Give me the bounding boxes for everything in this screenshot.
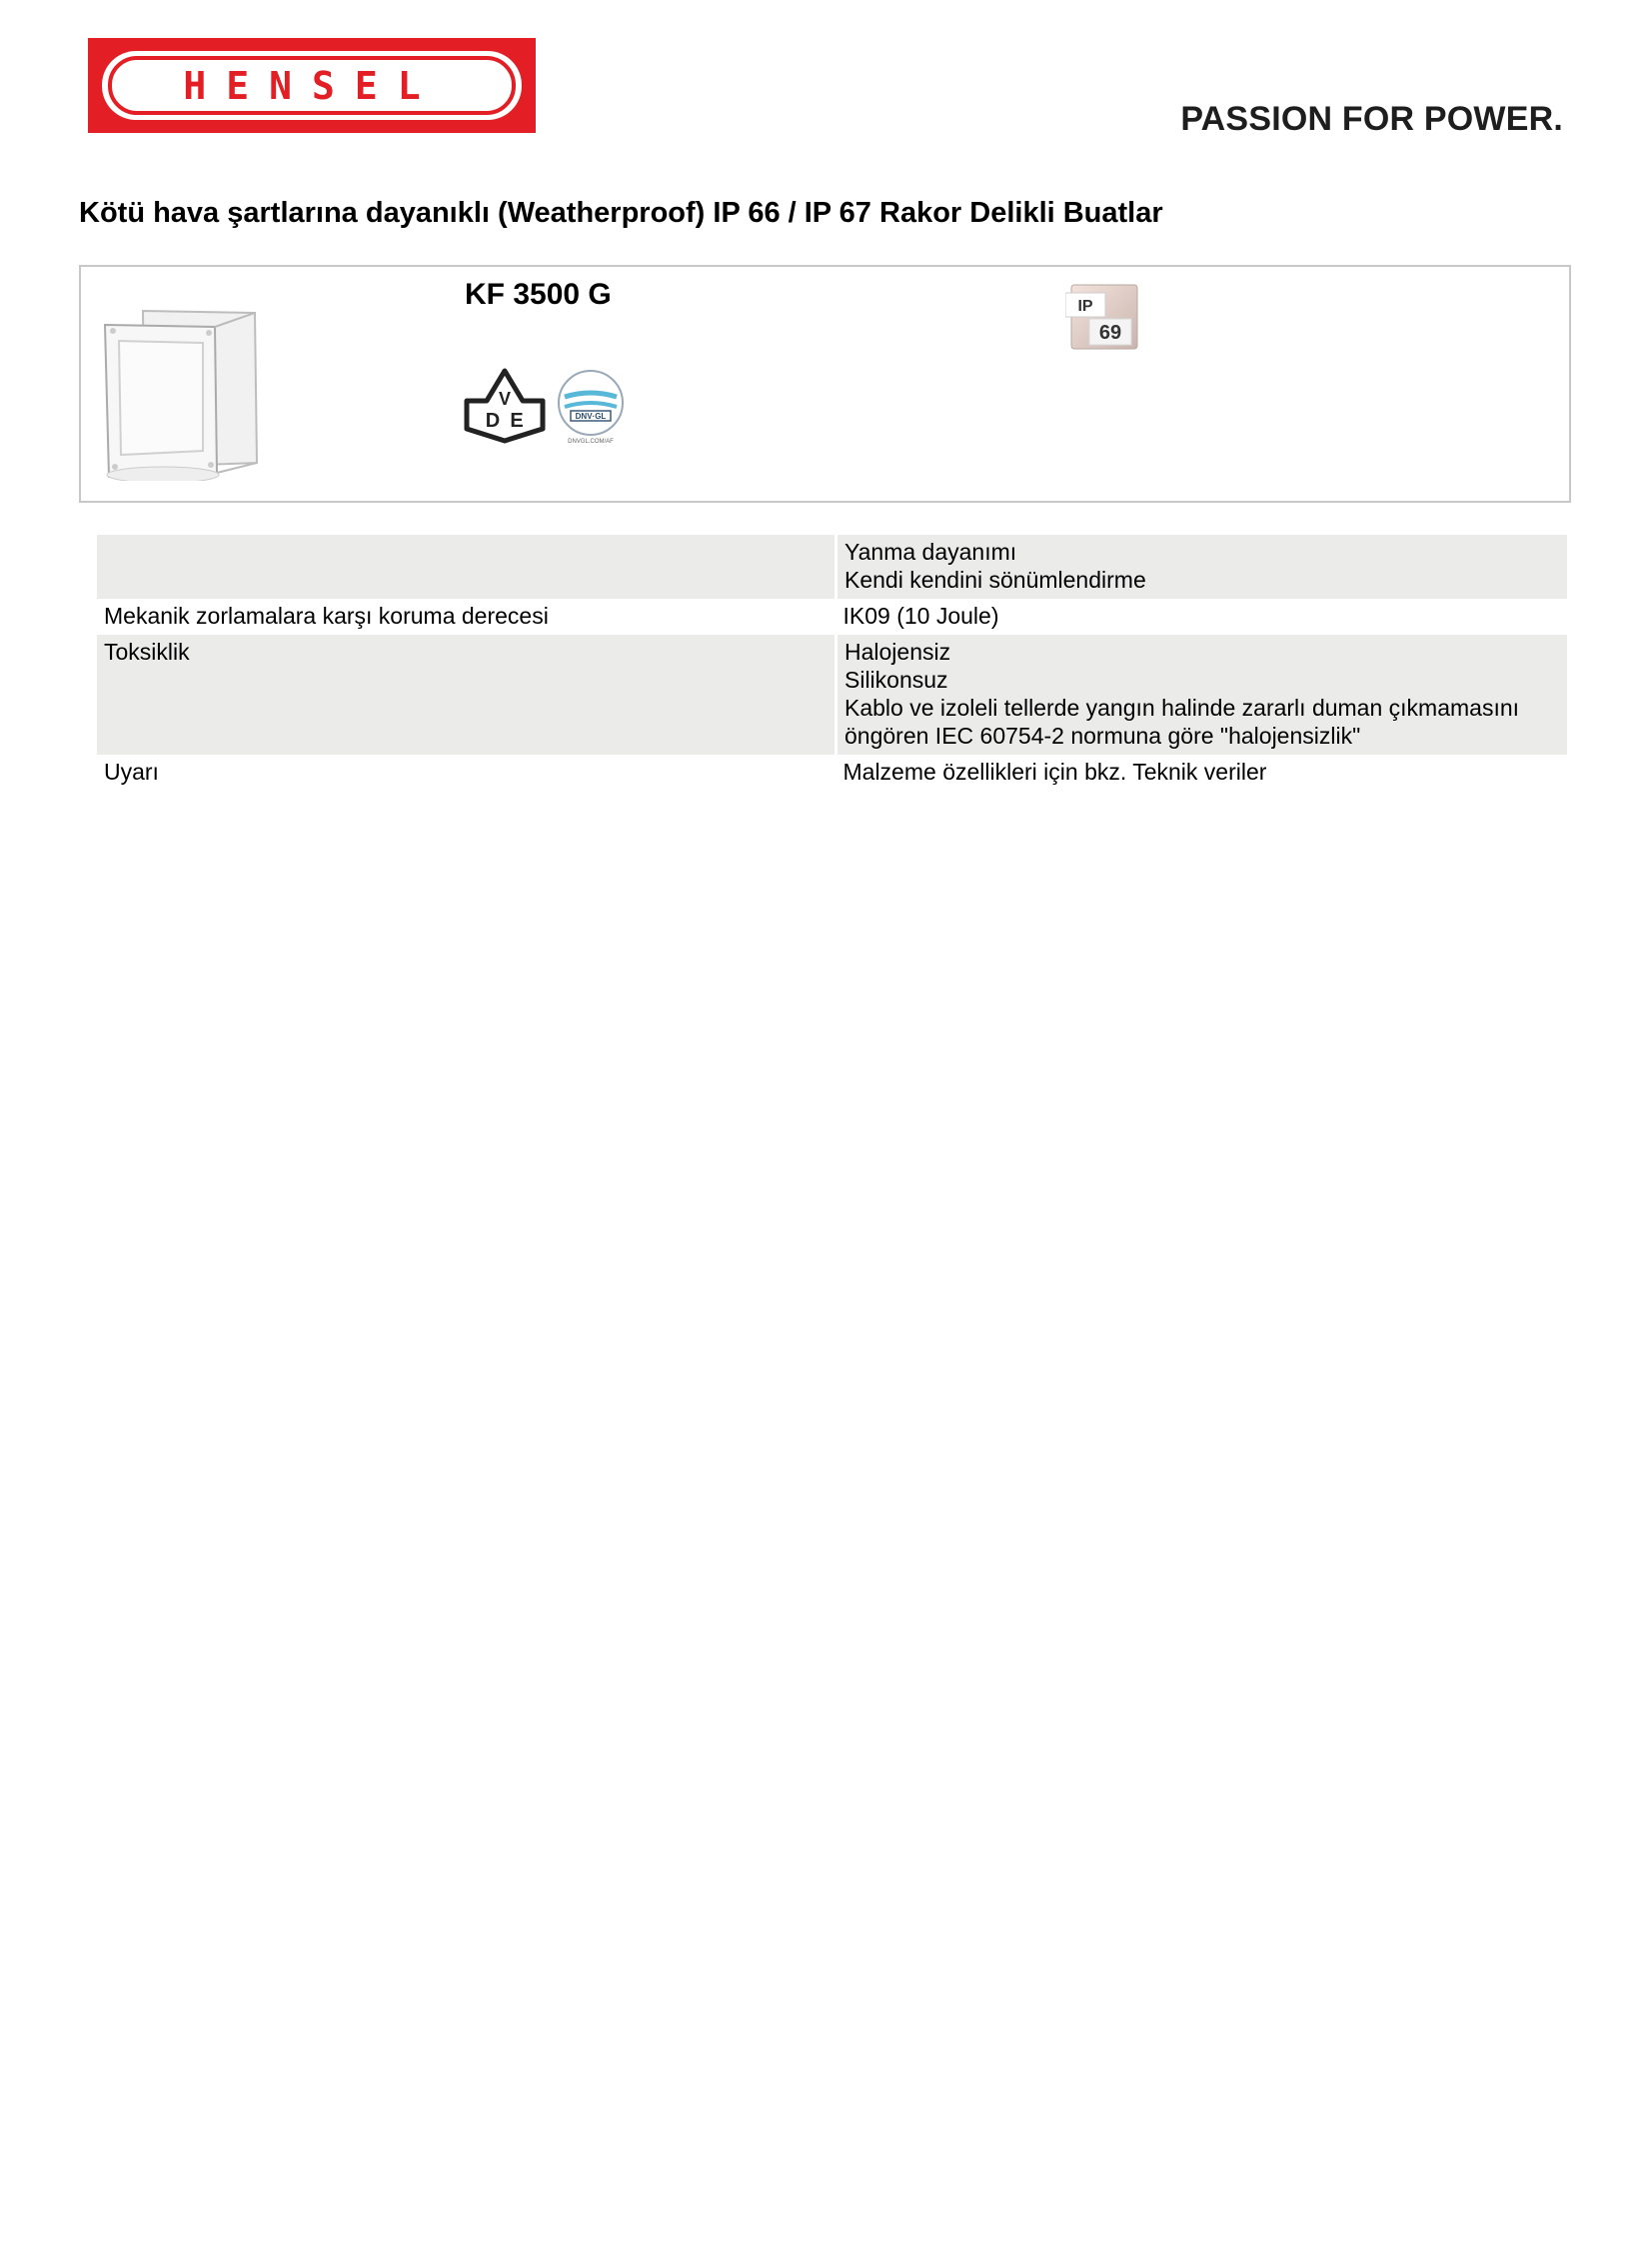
- property-key: Mekanik zorlamalara karşı koruma derecesi: [104, 603, 549, 629]
- property-value-line: Halojensiz: [844, 639, 951, 665]
- svg-text:D: D: [485, 410, 501, 432]
- property-key: [97, 535, 836, 599]
- property-value-line: Yanma dayanımı: [844, 539, 1017, 565]
- property-value: [836, 535, 1568, 599]
- hensel-logo: [88, 38, 536, 133]
- property-value-line: öngören IEC 60754-2 normuna göre "halojensizlik": [844, 723, 1361, 749]
- junction-box-icon: [95, 291, 265, 486]
- table-row: [97, 535, 1567, 599]
- properties-table: [97, 535, 1567, 791]
- svg-text:E: E: [510, 410, 524, 432]
- property-key: Toksiklik: [97, 635, 836, 755]
- property-value-line: Malzeme özellikleri için bkz. Teknik veriler: [842, 759, 1267, 785]
- property-value-line: Kablo ve izoleli tellerde yangın halinde zararlı duman çıkmamasını: [844, 695, 1520, 721]
- product-card: [79, 265, 1571, 503]
- table-row: [97, 755, 1567, 791]
- svg-text:DNV·GL: DNV·GL: [575, 412, 607, 421]
- table-row: [97, 599, 1567, 635]
- property-value-line: Kendi kendini sönümlendirme: [844, 567, 1146, 593]
- logo-text: HENSEL: [183, 64, 441, 108]
- brand-tagline: PASSION FOR POWER.: [1180, 100, 1563, 138]
- property-value-line: IK09 (10 Joule): [842, 603, 999, 629]
- property-value: [836, 599, 1568, 635]
- property-value: [836, 755, 1568, 791]
- table-row: [97, 635, 1567, 755]
- ip-value: 69: [1098, 322, 1122, 344]
- dnv-gl-mark-icon: [555, 367, 627, 450]
- property-key: Uyarı: [104, 759, 159, 785]
- ip-label: IP: [1077, 298, 1093, 315]
- svg-text:DNVGL.COM/AF: DNVGL.COM/AF: [568, 439, 614, 445]
- ip-rating-badge: [1065, 283, 1139, 351]
- page-title: Kötü hava şartlarına dayanıklı (Weatherproof) IP 66 / IP 67 Rakor Delikli Buatlar: [79, 197, 1163, 229]
- property-value-line: Silikonsuz: [844, 667, 948, 693]
- product-name: KF 3500 G: [465, 278, 612, 311]
- vde-mark-icon: [463, 367, 547, 450]
- svg-text:V: V: [498, 389, 512, 409]
- property-value: [836, 635, 1568, 755]
